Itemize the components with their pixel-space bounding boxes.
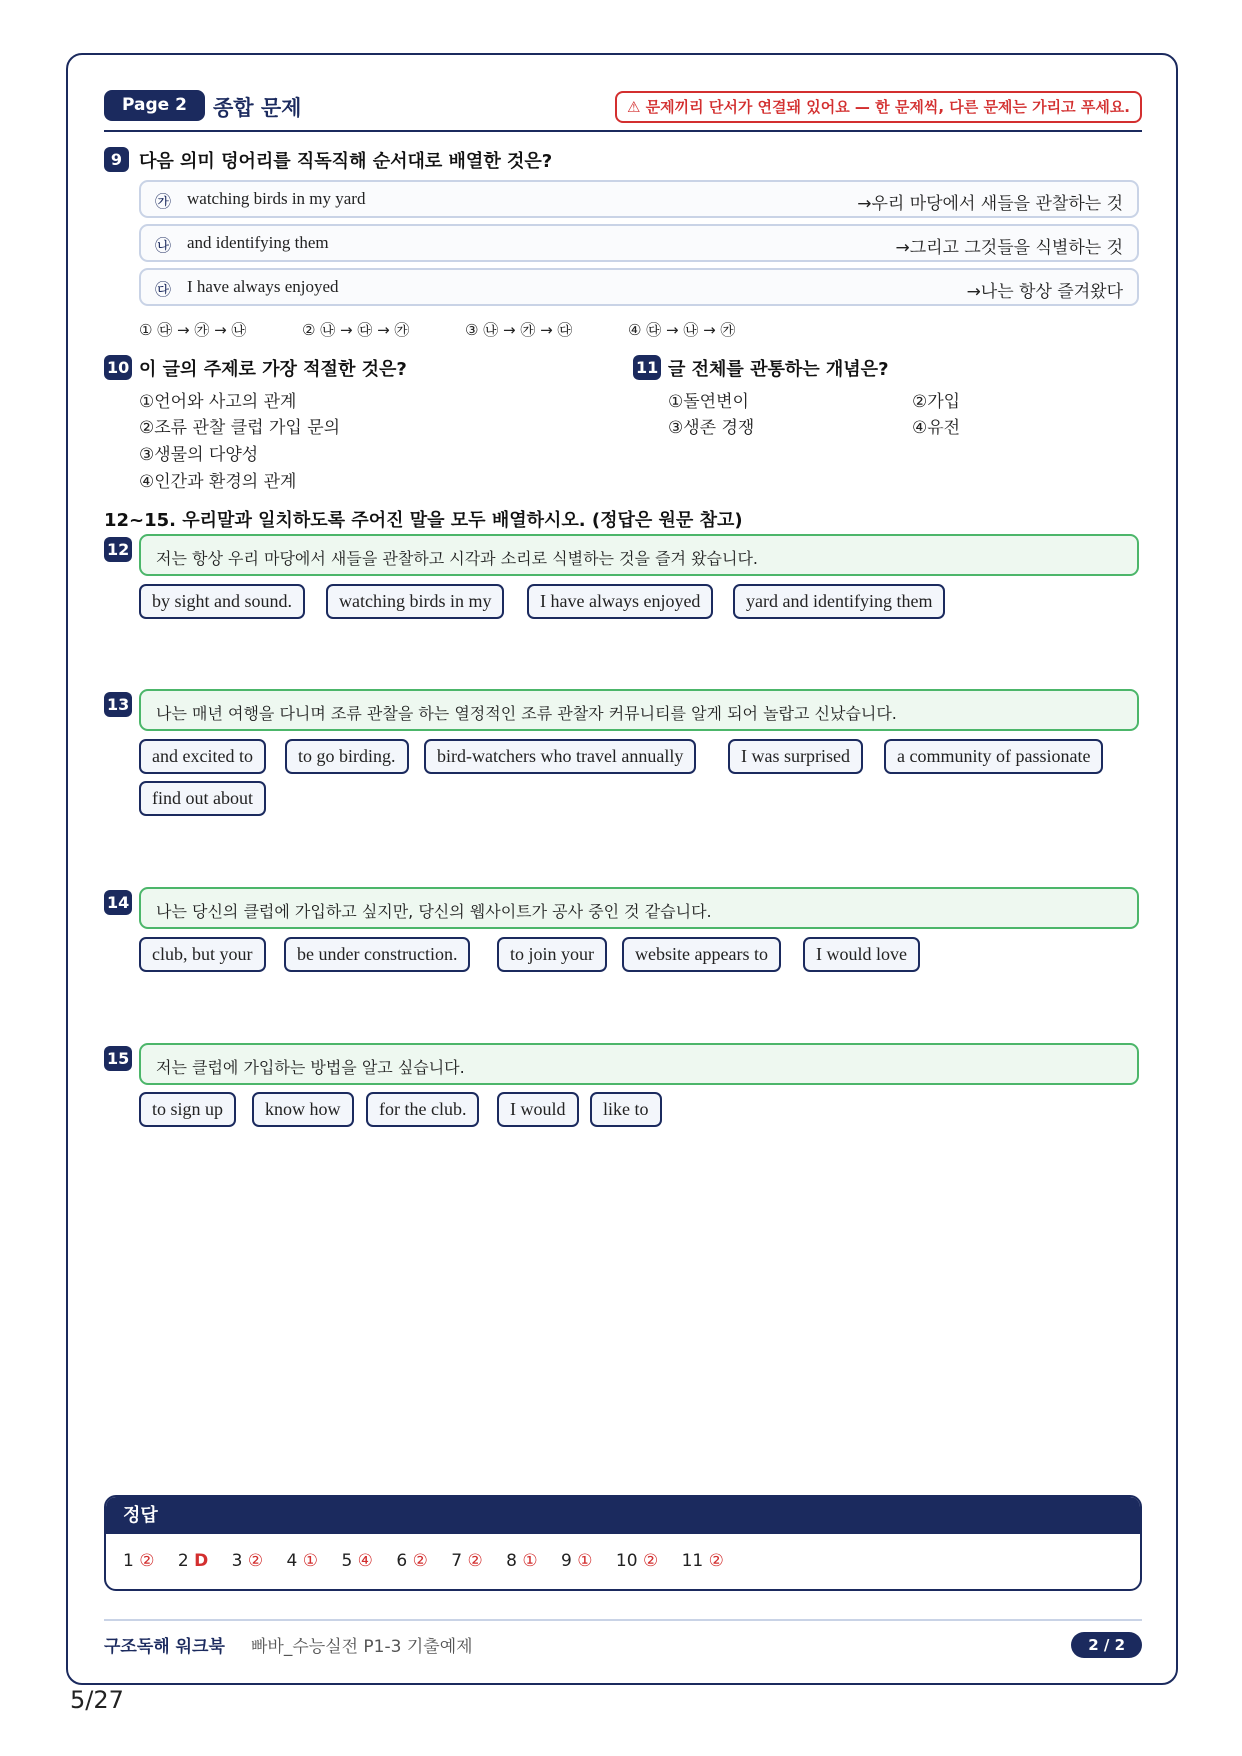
word-tile[interactable]: yard and identifying them — [733, 584, 945, 619]
korean-sentence: 저는 항상 우리 마당에서 새들을 관찰하고 시각과 소리로 식별하는 것을 즐겨 왔습니다. — [156, 549, 758, 568]
page-header — [104, 90, 1142, 132]
question-number-11: 11 — [633, 355, 661, 380]
question-10-text: 이 글의 주제로 가장 적절한 것은? — [139, 359, 407, 380]
question-number-9: 9 — [104, 147, 129, 172]
chunk-korean: →그리고 그것들을 식별하는 것 — [895, 238, 1123, 258]
page-footer — [104, 1619, 1142, 1661]
word-tile[interactable]: I would — [497, 1092, 579, 1127]
korean-sentence-box — [139, 1043, 1139, 1085]
q11-option-1[interactable]: ①돌연변이 — [668, 392, 749, 412]
q9-option-3[interactable]: ③ ㉯ → ㉮ → ㉰ — [465, 321, 573, 339]
word-tile[interactable]: to join your — [497, 937, 607, 972]
chunk-row — [139, 268, 1139, 306]
q10-option-1[interactable]: ①언어와 사고의 관계 — [139, 392, 297, 412]
q9-option-4[interactable]: ④ ㉰ → ㉯ → ㉮ — [628, 321, 736, 339]
answer-key-title: 정답 — [106, 1497, 1140, 1534]
answer-item: 3 ② — [231, 1551, 264, 1571]
korean-sentence: 나는 매년 여행을 다니며 조류 관찰을 하는 열정적인 조류 관찰자 커뮤니티를 알게 되어 놀랍고 신났습니다. — [156, 704, 897, 723]
q10-option-3[interactable]: ③생물의 다양성 — [139, 445, 259, 465]
word-tile[interactable]: like to — [590, 1092, 662, 1127]
q10-option-4[interactable]: ④인간과 환경의 관계 — [139, 472, 297, 492]
chunk-mark: ㉰ — [155, 280, 172, 299]
q9-option-2[interactable]: ② ㉯ → ㉰ → ㉮ — [302, 321, 410, 339]
word-tile[interactable]: and excited to — [139, 739, 266, 774]
question-number-12: 12 — [104, 537, 132, 562]
question-number-10: 10 — [104, 355, 132, 380]
word-tile[interactable]: website appears to — [622, 937, 781, 972]
answer-item: 1 ② — [123, 1551, 155, 1571]
word-tile[interactable]: to sign up — [139, 1092, 236, 1127]
answer-item: 7 ② — [451, 1551, 483, 1571]
word-tile[interactable]: by sight and sound. — [139, 584, 305, 619]
answer-row — [123, 1551, 742, 1571]
arrange-instructions: 12~15. 우리말과 일치하도록 주어진 말을 모두 배열하시오. (정답은 원문 참고) — [104, 510, 743, 531]
pdf-page-number: 5/27 — [70, 1686, 124, 1714]
question-number-13: 13 — [104, 692, 132, 717]
word-tile[interactable]: club, but your — [139, 937, 266, 972]
chunk-english: I have always enjoyed — [187, 277, 339, 296]
answer-item: 2 D — [177, 1551, 209, 1571]
word-tile[interactable]: I would love — [803, 937, 920, 972]
chunk-english: and identifying them — [187, 233, 329, 252]
question-number-15: 15 — [104, 1046, 132, 1071]
chunk-korean: →우리 마당에서 새들을 관찰하는 것 — [857, 194, 1123, 214]
answer-key — [104, 1495, 1142, 1591]
word-tile[interactable]: I have always enjoyed — [527, 584, 713, 619]
answer-item: 4 ① — [286, 1551, 319, 1571]
question-9-text: 다음 의미 덩어리를 직독직해 순서대로 배열한 것은? — [139, 151, 553, 172]
question-11-text: 글 전체를 관통하는 개념은? — [668, 359, 889, 380]
chunk-mark: ㉮ — [155, 192, 172, 211]
q11-option-3[interactable]: ③생존 경쟁 — [668, 418, 755, 438]
word-tile[interactable]: a community of passionate — [884, 739, 1103, 774]
korean-sentence-box — [139, 887, 1139, 929]
chunk-korean: →나는 항상 즐겨왔다 — [966, 282, 1123, 302]
warning-banner: ⚠ 문제끼리 단서가 연결돼 있어요 — 한 문제씩, 다른 문제는 가리고 푸세요. — [615, 91, 1142, 123]
q11-option-4[interactable]: ④유전 — [912, 418, 961, 438]
chunk-row — [139, 224, 1139, 262]
answer-item: 10 ② — [615, 1551, 659, 1571]
chunk-row — [139, 180, 1139, 218]
question-number-14: 14 — [104, 890, 132, 915]
q10-option-2[interactable]: ②조류 관찰 클럽 가입 문의 — [139, 418, 341, 438]
source-name: 빠바_수능실전 P1-3 기출예제 — [251, 1637, 473, 1657]
q9-option-1[interactable]: ① ㉰ → ㉮ → ㉯ — [139, 321, 247, 339]
page-badge: Page 2 — [104, 90, 205, 121]
answer-item: 9 ① — [561, 1551, 593, 1571]
korean-sentence-box — [139, 534, 1139, 576]
chunk-english: watching birds in my yard — [187, 189, 366, 208]
word-tile[interactable]: for the club. — [366, 1092, 479, 1127]
workbook-name: 구조독해 워크북 — [104, 1637, 225, 1657]
word-tile[interactable]: to go birding. — [285, 739, 409, 774]
korean-sentence: 나는 당신의 클럽에 가입하고 싶지만, 당신의 웹사이트가 공사 중인 것 같습니다. — [156, 902, 712, 921]
q11-option-2[interactable]: ②가입 — [912, 392, 961, 412]
chunk-mark: ㉯ — [155, 236, 172, 255]
page-indicator: 2 / 2 — [1071, 1632, 1142, 1658]
answer-item: 6 ② — [396, 1551, 428, 1571]
word-tile[interactable]: I was surprised — [728, 739, 863, 774]
word-tile[interactable]: bird-watchers who travel annually — [424, 739, 696, 774]
korean-sentence: 저는 클럽에 가입하는 방법을 알고 싶습니다. — [156, 1058, 465, 1077]
word-tile[interactable]: be under construction. — [284, 937, 470, 972]
answer-item: 11 ② — [681, 1551, 724, 1571]
word-tile[interactable]: know how — [252, 1092, 354, 1127]
answer-item: 5 ④ — [341, 1551, 373, 1571]
word-tile[interactable]: watching birds in my — [326, 584, 504, 619]
section-title: 종합 문제 — [213, 96, 302, 120]
korean-sentence-box — [139, 689, 1139, 731]
word-tile[interactable]: find out about — [139, 781, 266, 816]
answer-item: 8 ① — [506, 1551, 538, 1571]
